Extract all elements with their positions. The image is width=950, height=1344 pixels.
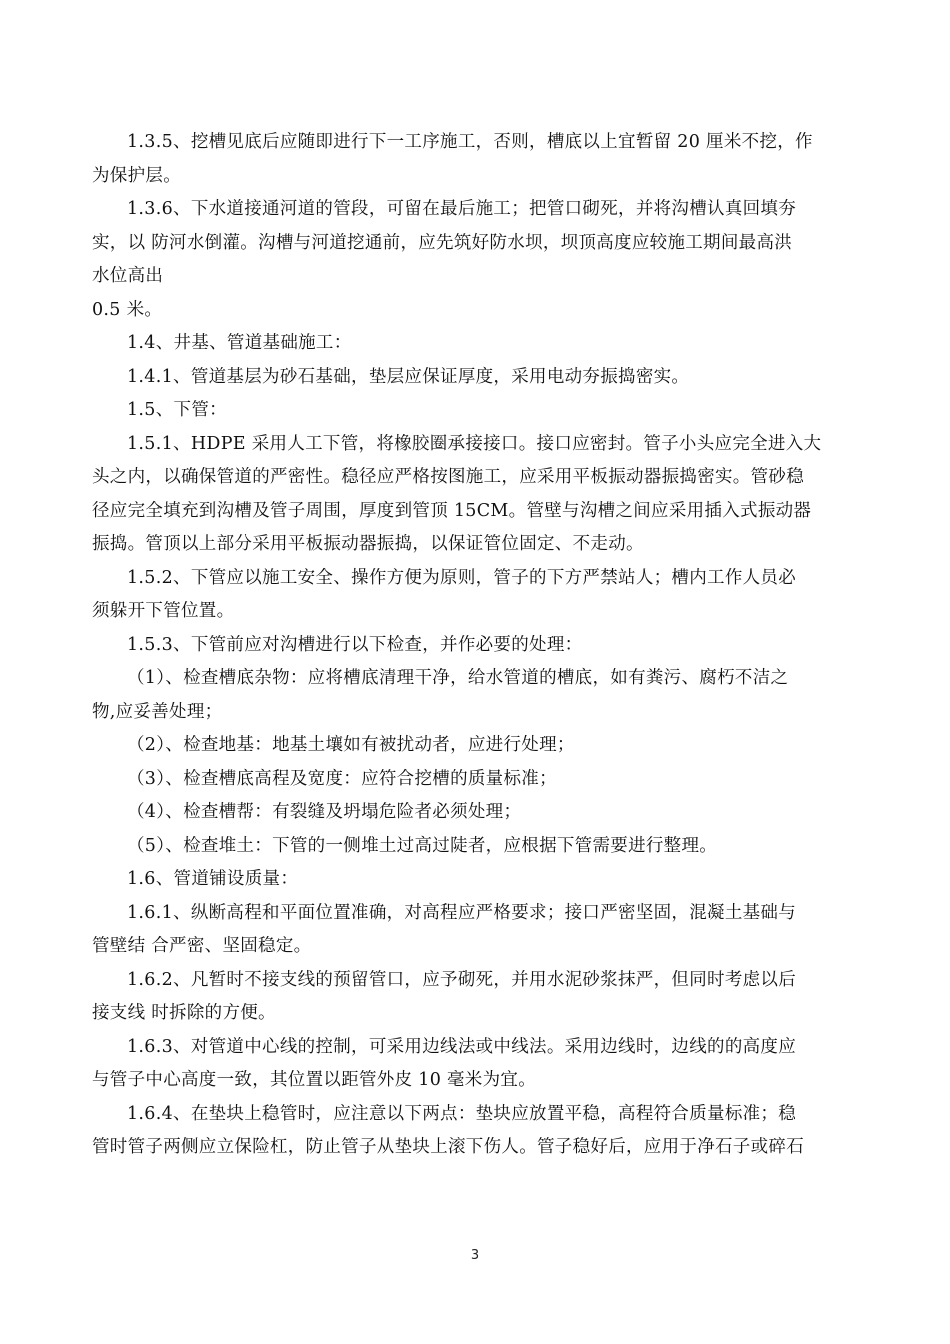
paragraph <box>92 562 862 629</box>
text-line: 管壁结 合严密、坚固稳定。 <box>92 936 312 956</box>
paragraph <box>92 629 862 663</box>
paragraph <box>92 394 862 428</box>
paragraph <box>92 361 862 395</box>
document-body <box>92 126 862 1165</box>
text-line: 实，以 防河水倒灌。沟槽与河道挖通前，应先筑好防水坝，坝顶高度应较施工期间最高洪 <box>92 232 793 253</box>
text-line: 1.6.1、纵断高程和平面位置准确，对高程应严格要求；接口严密坚固，混凝土基础与 <box>127 902 797 923</box>
paragraph <box>92 662 862 729</box>
text-line: （3）、检查槽底高程及宽度：应符合挖槽的质量标准； <box>127 768 557 789</box>
text-line: 接支线 时拆除的方便。 <box>92 1003 276 1023</box>
text-line: 为保护层。 <box>92 165 181 186</box>
text-line: 振捣。管顶以上部分采用平板振动器振捣，以保证管位固定、不走动。 <box>92 534 644 554</box>
paragraph <box>92 863 862 897</box>
paragraph <box>92 729 862 763</box>
text-line: （5）、检查堆土：下管的一侧堆土过高过陡者，应根据下管需要进行整理。 <box>127 835 718 856</box>
text-line: 1.5.2、下管应以施工安全、操作方便为原则，管子的下方严禁站人；槽内工作人员必 <box>127 567 797 588</box>
paragraph <box>92 294 862 328</box>
text-line: 1.6.2、凡暂时不接支线的预留管口，应予砌死，并用水泥砂浆抹严，但同时考虑以后 <box>127 969 797 990</box>
text-line: 1.5.1、HDPE 采用人工下管，将橡胶圈承接接口。接口应密封。管子小头应完全进入大 <box>127 433 822 454</box>
paragraph <box>92 964 862 1031</box>
text-line: （1）、检查槽底杂物：应将槽底清理干净，给水管道的槽底，如有粪污、腐朽不洁之 <box>127 668 789 688</box>
text-line: （2）、检查地基：地基土壤如有被扰动者，应进行处理； <box>127 735 575 755</box>
text-line: 1.4、井基、管道基础施工： <box>127 333 352 353</box>
text-line: 物,应妥善处理； <box>92 701 223 722</box>
text-line: 1.6.4、在垫块上稳管时，应注意以下两点：垫块应放置平稳，高程符合质量标准；稳 <box>127 1103 797 1124</box>
paragraph <box>92 796 862 830</box>
paragraph <box>92 1098 862 1165</box>
paragraph <box>92 1031 862 1098</box>
text-line: 1.6.3、对管道中心线的控制，可采用边线法或中线法。采用边线时，边线的的高度应 <box>127 1036 797 1057</box>
text-line: 径应完全填充到沟槽及管子周围，厚度到管顶 15CM。管壁与沟槽之间应采用插入式振动器 <box>92 500 812 521</box>
paragraph <box>92 830 862 864</box>
text-line: 1.3.5、挖槽见底后应随即进行下一工序施工，否则，槽底以上宜暂留 20 厘米不挖，作 <box>127 132 813 152</box>
paragraph <box>92 126 862 193</box>
text-line: 1.6、管道铺设质量： <box>127 869 299 889</box>
text-line: （4）、检查槽帮：有裂缝及坍塌危险者必须处理； <box>127 802 522 822</box>
text-line: 0.5 米。 <box>92 299 163 320</box>
paragraph <box>92 428 862 562</box>
text-line: 与管子中心高度一致，其位置以距管外皮 10 毫米为宜。 <box>92 1070 536 1090</box>
paragraph <box>92 763 862 797</box>
paragraph <box>92 897 862 964</box>
paragraph <box>92 193 862 294</box>
text-line: 1.5、下管： <box>127 400 227 420</box>
text-line: 1.5.3、下管前应对沟槽进行以下检查，并作必要的处理： <box>127 634 583 655</box>
text-line: 须躲开下管位置。 <box>92 601 235 621</box>
text-line: 管时管子两侧应立保险杠，防止管子从垫块上滚下伤人。管子稳好后，应用于净石子或碎石 <box>92 1137 804 1157</box>
page-number: 3 <box>470 1248 480 1263</box>
text-line: 1.3.6、下水道接通河道的管段，可留在最后施工；把管口砌死，并将沟槽认真回填夯 <box>127 199 797 219</box>
text-line: 头之内，以确保管道的严密性。稳径应严格按图施工，应采用平板振动器振捣密实。管砂稳 <box>92 467 804 487</box>
paragraph <box>92 327 862 361</box>
text-line: 1.4.1、管道基层为砂石基础，垫层应保证厚度，采用电动夯振捣密实。 <box>127 366 690 387</box>
text-line: 水位高出 <box>92 266 164 286</box>
